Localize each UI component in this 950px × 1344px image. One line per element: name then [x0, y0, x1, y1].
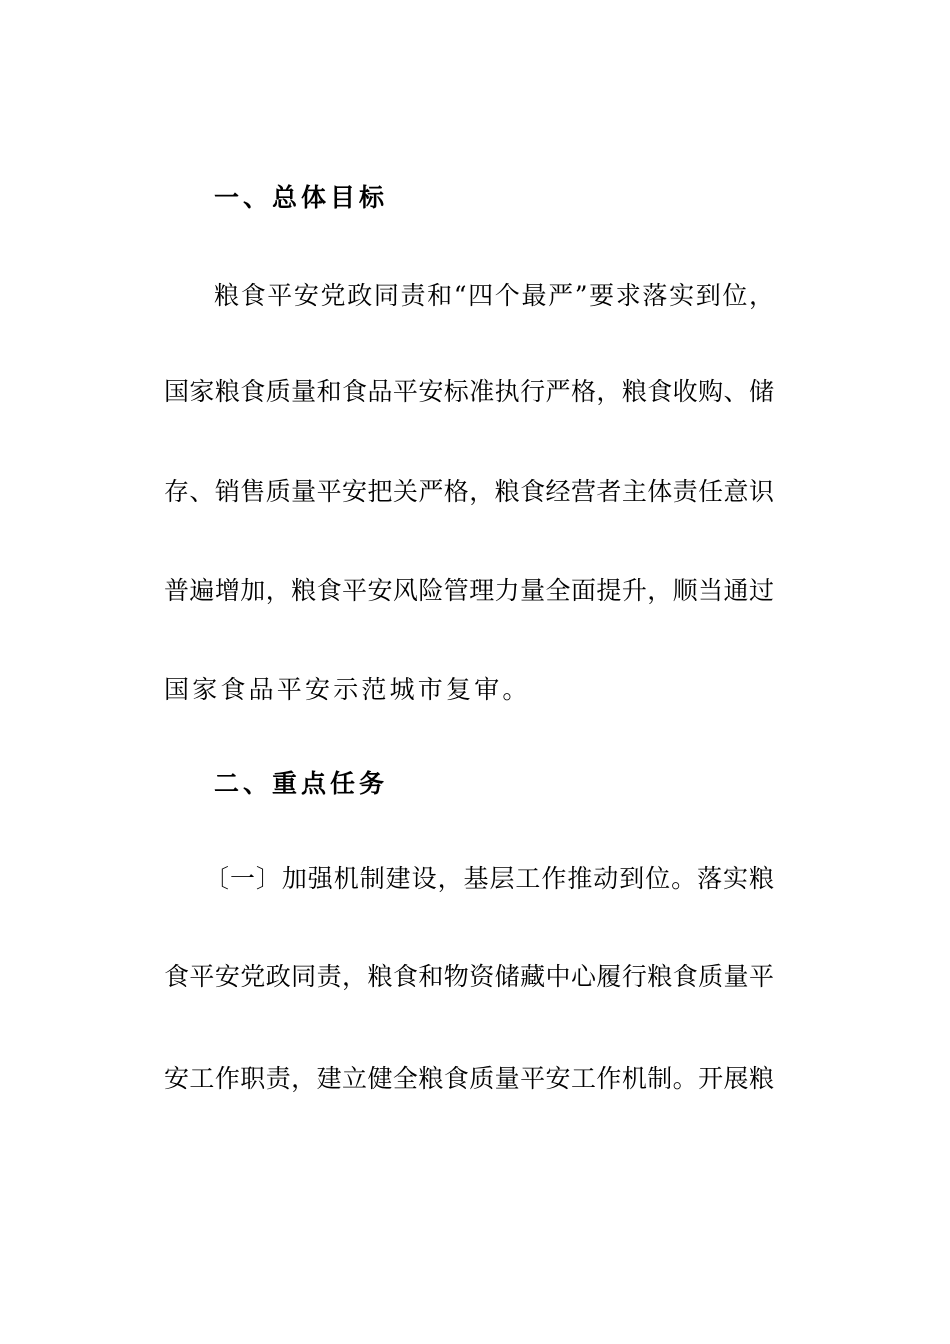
- paragraph-line: 〔一〕加强机制建设，基层工作推动到位。落实粮: [204, 864, 774, 893]
- paragraph-line: 普遍增加，粮食平安风险管理力量全面提升，顺当通过: [164, 576, 774, 605]
- paragraph-line: 食平安党政同责，粮食和物资储藏中心履行粮食质量平: [164, 962, 774, 991]
- section-heading-tasks: 二、重点任务: [214, 769, 389, 798]
- section-heading-goals: 一、总体目标: [214, 183, 389, 212]
- paragraph-line: 国家食品平安示范城市复审。: [164, 675, 531, 704]
- paragraph-line: 国家粮食质量和食品平安标准执行严格，粮食收购、储: [164, 377, 774, 406]
- paragraph-line: 安工作职责，建立健全粮食质量平安工作机制。开展粮: [164, 1064, 774, 1093]
- paragraph-line: 粮食平安党政同责和“四个最严”要求落实到位，: [214, 281, 774, 310]
- paragraph-line: 存、销售质量平安把关严格，粮食经营者主体责任意识: [164, 477, 774, 506]
